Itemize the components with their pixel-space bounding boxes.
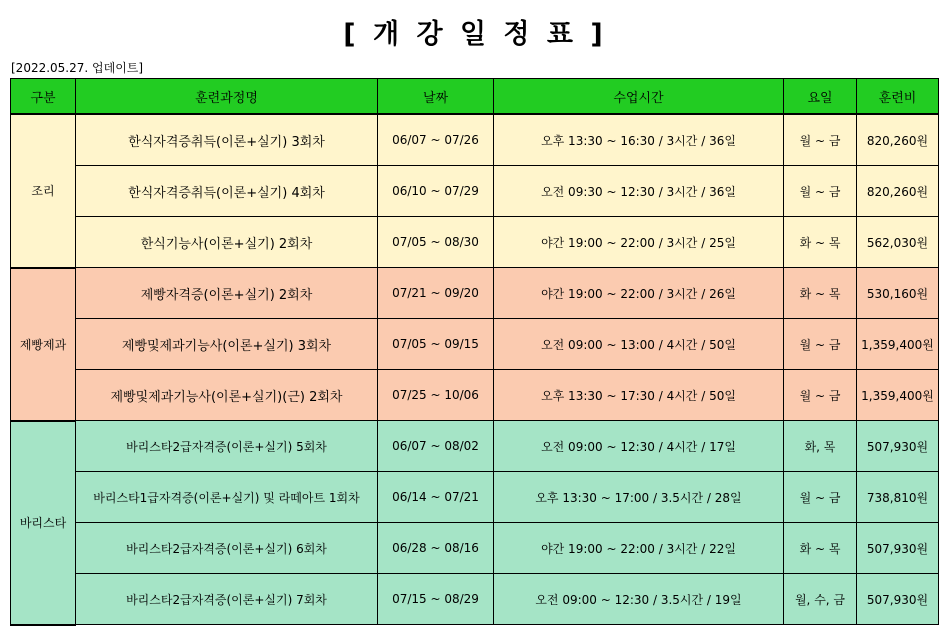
tuition-fee: 1,359,400원 [857, 319, 939, 370]
class-time: 오전 09:00 ~ 12:30 / 3.5시간 / 19일 [494, 574, 784, 625]
column-header-fee: 훈련비 [857, 79, 939, 115]
date-range: 07/25 ~ 10/06 [378, 370, 494, 421]
class-time: 오후 13:30 ~ 17:30 / 4시간 / 50일 [494, 370, 784, 421]
course-name: 제빵자격증(이론+실기) 2회차 [76, 268, 378, 319]
class-time: 야간 19:00 ~ 22:00 / 3시간 / 22일 [494, 523, 784, 574]
date-range: 07/15 ~ 08/29 [378, 574, 494, 625]
course-name: 제빵및제과기능사(이론+실기) 3회차 [76, 319, 378, 370]
date-range: 07/05 ~ 08/30 [378, 217, 494, 268]
course-name: 바리스타2급자격증(이론+실기) 6회차 [76, 523, 378, 574]
schedule-table [10, 78, 939, 626]
date-range: 06/07 ~ 08/02 [378, 421, 494, 472]
column-header-class-time: 수업시간 [494, 79, 784, 115]
tuition-fee: 562,030원 [857, 217, 939, 268]
table-row [11, 319, 939, 370]
column-header-days: 요일 [784, 79, 857, 115]
class-time: 오전 09:30 ~ 12:30 / 3시간 / 36일 [494, 166, 784, 217]
class-time: 야간 19:00 ~ 22:00 / 3시간 / 25일 [494, 217, 784, 268]
table-row [11, 523, 939, 574]
date-range: 07/05 ~ 09/15 [378, 319, 494, 370]
tuition-fee: 530,160원 [857, 268, 939, 319]
course-name: 바리스타1급자격증(이론+실기) 및 라떼아트 1회차 [76, 472, 378, 523]
date-range: 06/14 ~ 07/21 [378, 472, 494, 523]
tuition-fee: 820,260원 [857, 114, 939, 166]
tuition-fee: 738,810원 [857, 472, 939, 523]
date-range: 06/07 ~ 07/26 [378, 114, 494, 166]
table-header-row [11, 79, 939, 115]
column-header-category: 구분 [11, 79, 76, 115]
class-time: 오후 13:30 ~ 17:00 / 3.5시간 / 28일 [494, 472, 784, 523]
category-cell: 조리 [11, 114, 76, 268]
class-days: 월 ~ 금 [784, 472, 857, 523]
table-row [11, 166, 939, 217]
tuition-fee: 1,359,400원 [857, 370, 939, 421]
tuition-fee: 507,930원 [857, 574, 939, 625]
class-days: 월, 수, 금 [784, 574, 857, 625]
class-time: 오전 09:00 ~ 12:30 / 4시간 / 17일 [494, 421, 784, 472]
course-name: 한식자격증취득(이론+실기) 3회차 [76, 114, 378, 166]
column-header-dates: 날짜 [378, 79, 494, 115]
tuition-fee: 507,930원 [857, 421, 939, 472]
course-name: 한식자격증취득(이론+실기) 4회차 [76, 166, 378, 217]
table-row [11, 217, 939, 268]
table-row [11, 268, 939, 319]
class-days: 화 ~ 목 [784, 523, 857, 574]
date-range: 06/10 ~ 07/29 [378, 166, 494, 217]
date-range: 07/21 ~ 09/20 [378, 268, 494, 319]
tuition-fee: 820,260원 [857, 166, 939, 217]
class-days: 월 ~ 금 [784, 319, 857, 370]
tuition-fee: 507,930원 [857, 523, 939, 574]
class-time: 야간 19:00 ~ 22:00 / 3시간 / 26일 [494, 268, 784, 319]
class-days: 월 ~ 금 [784, 114, 857, 166]
table-row [11, 114, 939, 166]
category-cell: 바리스타 [11, 421, 76, 625]
table-row [11, 370, 939, 421]
class-days: 월 ~ 금 [784, 370, 857, 421]
course-name: 바리스타2급자격증(이론+실기) 7회차 [76, 574, 378, 625]
table-row [11, 574, 939, 625]
class-days: 월 ~ 금 [784, 166, 857, 217]
update-note: [2022.05.27. 업데이트] [11, 61, 144, 75]
page-title: [ 개 강 일 정 표 ] [343, 19, 607, 50]
table-row [11, 472, 939, 523]
class-days: 화 ~ 목 [784, 217, 857, 268]
course-name: 한식기능사(이론+실기) 2회차 [76, 217, 378, 268]
class-time: 오후 13:30 ~ 16:30 / 3시간 / 36일 [494, 114, 784, 166]
column-header-course: 훈련과정명 [76, 79, 378, 115]
course-name: 제빵및제과기능사(이론+실기)(근) 2회차 [76, 370, 378, 421]
course-name: 바리스타2급자격증(이론+실기) 5회차 [76, 421, 378, 472]
table-row [11, 421, 939, 472]
category-cell: 제빵제과 [11, 268, 76, 421]
class-time: 오전 09:00 ~ 13:00 / 4시간 / 50일 [494, 319, 784, 370]
class-days: 화, 목 [784, 421, 857, 472]
class-days: 화 ~ 목 [784, 268, 857, 319]
date-range: 06/28 ~ 08/16 [378, 523, 494, 574]
